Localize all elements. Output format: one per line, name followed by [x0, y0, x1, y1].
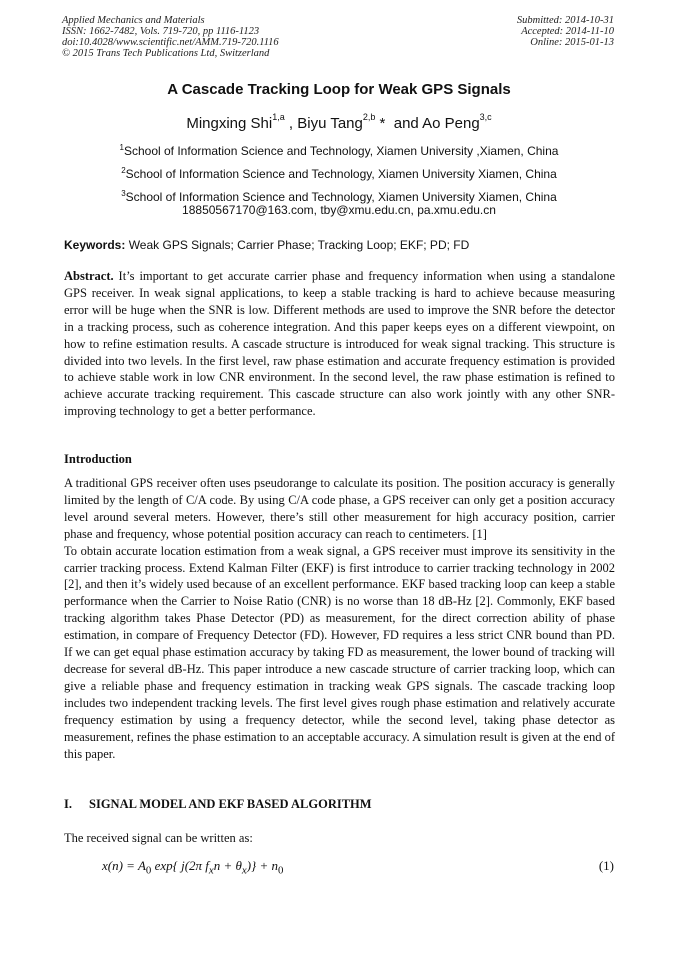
affiliation-3-text: School of Information Science and Technology, Xiamen University Xiamen, China	[125, 190, 557, 204]
eq-f-sub: x	[208, 864, 214, 877]
journal-issn: ISSN: 1662-7482, Vols. 719-720, pp 1116-1123	[62, 26, 260, 37]
journal-info	[62, 15, 279, 59]
affiliation-1-sup: 1	[119, 143, 124, 152]
author-line	[0, 114, 678, 132]
affiliation-2-sup: 2	[121, 166, 126, 175]
introduction-heading: Introduction	[64, 452, 132, 466]
equation-1	[102, 858, 283, 877]
introduction-body	[64, 475, 615, 762]
abstract-text: It’s important to get accurate carrier phase and frequency information when using a standalone GPS receiver. In weak signal applications, to keep a stable tracking is hard to achieve because measuring error will be huge when the SNR is low. Different methods are used to improve the SNR before the detector in a tracking process, such as coherence integration. And this paper keeps eyes on a different viewpoint, on how to refine estimation results. A cascade structure is introduced for weak signal tracking. This structure is divided into two levels. In the first level, raw phase estimation and accurate frequency estimation is provided to achieve stable work in low CNR environment. In the second level, the raw phase estimation is refined to achieve accurate tracking requirement. This cascade structure can also work jointly with any other SNR-improving technology to get a better performance.	[64, 269, 615, 419]
journal-name: Applied Mechanics and Materials	[62, 15, 205, 26]
affiliation-1-text: School of Information Science and Technology, Xiamen University ,Xiamen, China	[123, 144, 559, 158]
author-1-sup: 1,a	[272, 112, 285, 122]
eq-lhs: x(n) = A	[102, 858, 146, 873]
author-2-sup: 2,b	[362, 112, 376, 122]
affiliation-3-sup: 3	[121, 189, 126, 198]
author-separator: ,	[284, 115, 298, 132]
paper-title: A Cascade Tracking Loop for Weak GPS Signals	[167, 81, 511, 98]
eq-a-sub: 0	[145, 864, 152, 877]
eq-n-sub: 0	[278, 864, 284, 877]
date-online: Online: 2015-01-13	[530, 37, 614, 48]
journal-doi: doi:10.4028/www.scientific.net/AMM.719-720.1116	[62, 37, 279, 48]
affiliations	[0, 138, 678, 207]
equation-1-number: (1)	[598, 858, 614, 873]
affiliation-2-text: School of Information Science and Technology, Xiamen University Xiamen, China	[125, 167, 557, 181]
author-3: Ao Peng	[422, 115, 480, 132]
author-emails: 18850567170@163.com, tby@xmu.edu.cn, pa.xmu.edu.cn	[182, 203, 496, 217]
affiliation-1	[0, 138, 678, 161]
author-and: and	[389, 115, 423, 132]
author-2: Biyu Tang	[297, 115, 363, 132]
introduction-paragraph-2: To obtain accurate location estimation from a weak signal, a GPS receiver must improve its sensitivity in the carrier tracking process. Extend Kalman Filter (EKF) is first introduce to carrier tracking technology in 2002 [2], and then it’s widely used because of an excellent performance. EKF based tracking loop can keep a stable performance when the Carrier to Noise Ratio (CNR) is no worse than 18 dB-Hz [2]. Commonly, EKF based tracking algorithm takes Phase Detector (PD) as measurement, for the direct correction ability of phase estimation, in compare of Frequency Detector (FD). However, FD requires a less strict CNR bound than PD. If we can get equal phase estimation accuracy by taking FD as measurement, the lower bound of tracking will decrease for several dB-Hz. This paper introduce a new cascade structure of carrier tracking loop, which can give a reliable phase and frequency estimation in tracking weak GPS signals. The cascade tracking loop includes two independent tracking levels. The first level gives rough phase estimation and relatively accurate frequency estimation by using a frequency detector, while the second level, taking phase detector as measurement, refines the phase estimation to an acceptable accuracy. A simulation result is given at the end of this paper.	[64, 543, 615, 761]
eq-mid3: )} + n	[246, 858, 279, 873]
keywords-text: Weak GPS Signals; Carrier Phase; Tracking Loop; EKF; PD; FD	[125, 238, 470, 252]
section-1-number: I.	[64, 797, 72, 811]
section-1-title: SIGNAL MODEL AND EKF BASED ALGORITHM	[89, 797, 372, 811]
submission-dates	[517, 15, 614, 48]
author-3-sup: 3,c	[479, 112, 492, 122]
journal-copyright: © 2015 Trans Tech Publications Ltd, Switzerland	[62, 48, 270, 59]
date-submitted: Submitted: 2014-10-31	[516, 15, 614, 26]
abstract-label: Abstract.	[64, 269, 114, 283]
abstract	[64, 268, 615, 420]
eq-theta-sub: x	[241, 864, 247, 877]
section-1-heading	[64, 797, 372, 812]
corresponding-mark: *	[375, 115, 390, 132]
eq-mid: exp{ j(2π f	[151, 858, 209, 873]
eq-mid2: n + θ	[213, 858, 242, 873]
date-accepted: Accepted: 2014-11-10	[521, 26, 614, 37]
keywords-label: Keywords:	[64, 238, 126, 252]
received-signal-text: The received signal can be written as:	[64, 831, 253, 845]
affiliation-2	[0, 161, 678, 184]
keywords	[64, 238, 616, 252]
author-1: Mingxing Shi	[186, 115, 273, 132]
introduction-paragraph-1: A traditional GPS receiver often uses pseudorange to calculate its position. The position accuracy is generally limited by the length of C/A code. By using C/A code phase, a GPS receiver can only get a position accuracy level around several meters. However, there’s still other measurement for high accuracy position, carrier phase and frequency, whose potential position accuracy can reach to centimeters. [1]	[64, 476, 615, 541]
